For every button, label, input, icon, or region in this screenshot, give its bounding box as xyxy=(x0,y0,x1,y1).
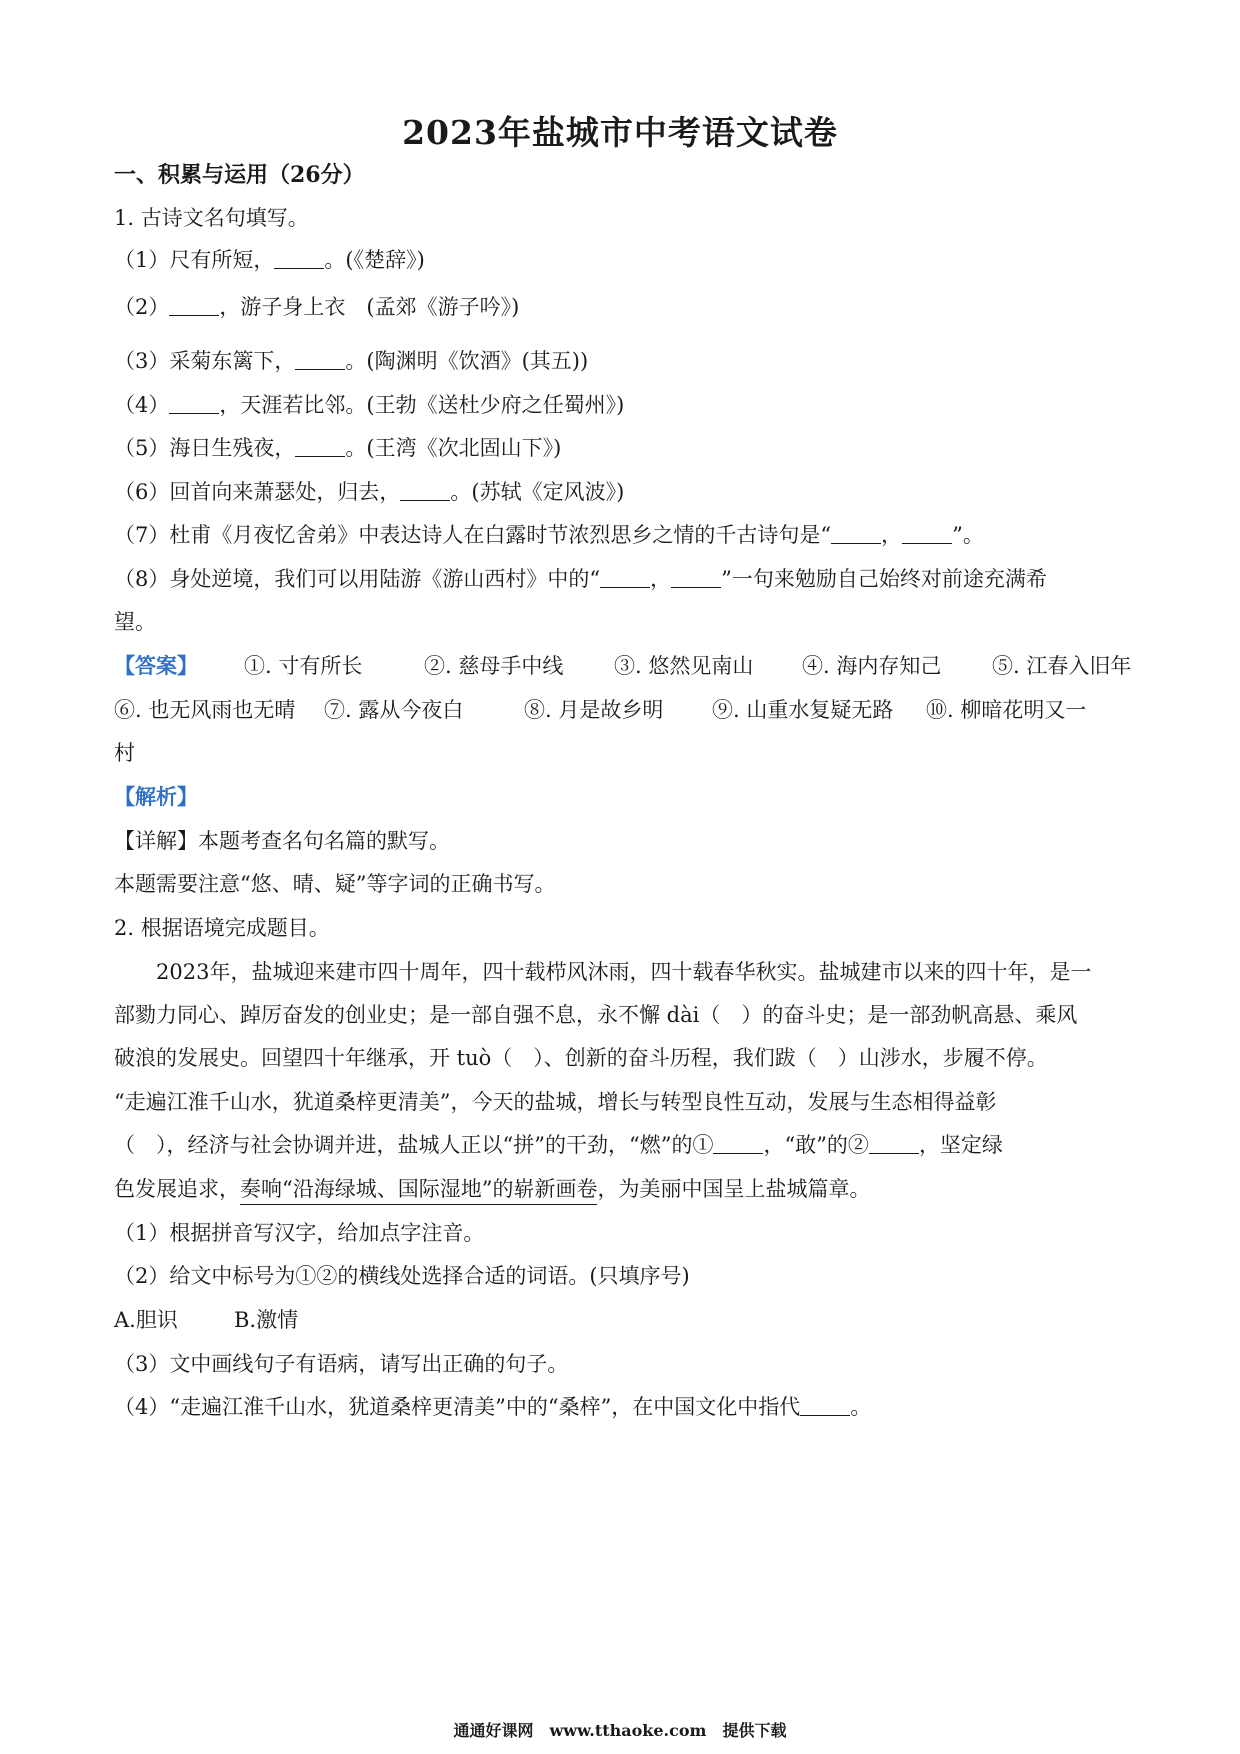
q1-item-text: （8）身处逆境，我们可以用陆游《游山西村》中的“ xyxy=(114,567,601,591)
answer-blank xyxy=(671,586,721,588)
option-row xyxy=(114,1304,298,1334)
passage-text: （ ），经济与社会协调并进，盐城人正以“拼”的干劲，“燃”的① xyxy=(114,1133,714,1157)
answer-item: ⑥. 也无风雨也无晴 xyxy=(114,698,296,722)
answer-row xyxy=(114,650,1131,680)
answer-blank xyxy=(400,499,450,501)
q1-item xyxy=(114,244,425,274)
q1-item-text: ”一句来勉励自己始终对前途充满希 xyxy=(721,567,1047,591)
q1-item-text: （7）杜甫《月夜忆舍弟》中表达诗人在白露时节浓烈思乡之情的千古诗句是“ xyxy=(114,523,832,547)
section-heading: 一、积累与运用（26分） xyxy=(114,162,365,188)
option-b: B.激情 xyxy=(234,1308,299,1332)
sub-question: （1）根据拼音写汉字，给加点字注音。 xyxy=(114,1221,485,1245)
analysis-note: 本题需要注意“悠、晴、疑”等字词的正确书写。 xyxy=(114,872,556,896)
answer-item: ⑨. 山重水复疑无路 xyxy=(712,698,894,722)
q1-item-text: （2） xyxy=(114,295,170,319)
q1-item-text: ，游子身上衣 (孟郊《游子吟》) xyxy=(219,295,520,319)
sub-question: （2）给文中标号为①②的横线处选择合适的词语。(只填序号) xyxy=(114,1264,690,1288)
q1-item-text: （4） xyxy=(114,393,170,417)
passage-text: ，“敢”的② xyxy=(763,1133,869,1157)
answer-item: ②. 慈母手中线 xyxy=(424,654,564,678)
answer-blank xyxy=(295,455,345,457)
page-title: 2023年盐城市中考语文试卷 xyxy=(402,113,838,152)
q1-item xyxy=(114,476,624,506)
q1-item xyxy=(114,432,561,462)
footer-credit: 通通好课网 www.tthaoke.com 提供下载 xyxy=(453,1721,787,1740)
q1-item-text: 。(王湾《次北固山下》) xyxy=(345,436,562,460)
q1-item-text: ， xyxy=(881,523,903,547)
analysis-detail: 【详解】本题考查名句名篇的默写。 xyxy=(114,829,450,853)
passage-line xyxy=(114,1129,1003,1159)
passage-text: ，坚定绿 xyxy=(918,1133,1003,1157)
answer-blank xyxy=(869,1152,919,1154)
option-a: A.胆识 xyxy=(114,1308,178,1332)
answer-row xyxy=(114,694,1086,724)
question-1-stem: 1. 古诗文名句填写。 xyxy=(114,206,309,230)
answer-continuation: 村 xyxy=(114,741,135,765)
passage-line: 2023年，盐城迎来建市四十周年，四十载栉风沐雨，四十载春华秋实。盐城建市以来的四十年，是一 xyxy=(156,960,1092,984)
q1-item xyxy=(114,563,1047,593)
q1-item-text: ， xyxy=(650,567,672,591)
answer-blank xyxy=(713,1152,763,1154)
q1-item xyxy=(114,519,984,549)
q1-item-continuation: 望。 xyxy=(114,610,156,634)
answer-item: ④. 海内存知己 xyxy=(802,654,942,678)
answer-blank xyxy=(169,412,219,414)
sub-question xyxy=(114,1391,871,1421)
answer-blank xyxy=(274,267,324,269)
q1-item-text: ，天涯若比邻。(王勃《送杜少府之任蜀州》) xyxy=(219,393,625,417)
sub-question-text: （4）“走遍江淮千山水，犹道桑梓更清美”中的“桑梓”，在中国文化中指代 xyxy=(114,1395,801,1419)
analysis-label: 【解析】 xyxy=(114,784,198,809)
sub-question-text: 。 xyxy=(850,1395,872,1419)
answer-blank xyxy=(902,542,952,544)
answer-item: ③. 悠然见南山 xyxy=(614,654,754,678)
q1-item-text: 。(《楚辞》) xyxy=(324,248,425,272)
q1-item xyxy=(114,345,588,375)
answer-item: ①. 寸有所长 xyxy=(244,654,363,678)
question-2-stem: 2. 根据语境完成题目。 xyxy=(114,916,330,940)
answer-blank xyxy=(600,586,650,588)
passage-line: 部勠力同心、踔厉奋发的创业史；是一部自强不息，永不懈 dài（ ）的奋斗史；是一部劲帆高悬、乘风 xyxy=(114,1003,1078,1027)
q1-item-text: （5）海日生残夜， xyxy=(114,436,296,460)
q1-item-text: 。(陶渊明《饮酒》(其五)) xyxy=(345,349,589,373)
q1-item xyxy=(114,389,624,419)
passage-text: 色发展追求， xyxy=(114,1177,240,1201)
q1-item-text: 。(苏轼《定风波》) xyxy=(450,480,625,504)
sub-question: （3）文中画线句子有语病，请写出正确的句子。 xyxy=(114,1352,569,1376)
passage-text: ，为美丽中国呈上盐城篇章。 xyxy=(597,1177,871,1201)
passage-line: “走遍江淮千山水，犹道桑梓更清美”，今天的盐城，增长与转型良性互动，发展与生态相得益彰 xyxy=(114,1090,997,1114)
answer-item: ⑩. 柳暗花明又一 xyxy=(926,698,1087,722)
q1-item-text: ”。 xyxy=(952,523,984,547)
answer-blank xyxy=(831,542,881,544)
answer-label: 【答案】 xyxy=(114,653,198,678)
answer-item: ⑤. 江春入旧年 xyxy=(992,654,1132,678)
q1-item-text: （3）采菊东篱下， xyxy=(114,349,296,373)
q1-item-text: （6）回首向来萧瑟处，归去， xyxy=(114,480,401,504)
underlined-sentence: 奏响“沿海绿城、国际湿地”的崭新画卷 xyxy=(240,1177,597,1205)
answer-item: ⑦. 露从今夜白 xyxy=(324,698,464,722)
answer-blank xyxy=(800,1414,850,1416)
answer-blank xyxy=(295,368,345,370)
q1-item xyxy=(114,291,519,321)
passage-line: 破浪的发展史。回望四十年继承，开 tuò（ ）、创新的奋斗历程，我们跋（ ）山涉水，步履不停。 xyxy=(114,1046,1048,1070)
q1-item-text: （1）尺有所短， xyxy=(114,248,275,272)
passage-line xyxy=(114,1173,870,1203)
answer-item: ⑧. 月是故乡明 xyxy=(524,698,664,722)
answer-blank xyxy=(169,314,219,316)
